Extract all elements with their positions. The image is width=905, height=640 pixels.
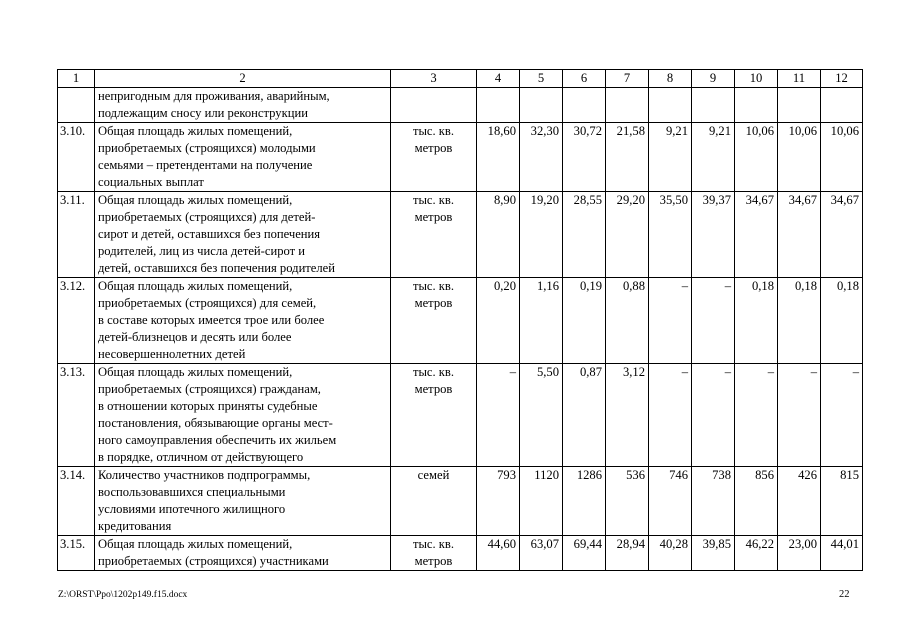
row-number-cell: 3.15.: [58, 536, 95, 571]
value-cell: –: [735, 364, 778, 467]
value-cell: [649, 88, 692, 123]
value-cell: 34,67: [778, 192, 821, 278]
header-cell: 4: [477, 70, 520, 88]
document-file-path: Z:\ORST\Ppo\1202p149.f15.docx: [58, 590, 188, 600]
row-number-cell: 3.14.: [58, 467, 95, 536]
value-cell: [692, 88, 735, 123]
value-cell: 9,21: [692, 123, 735, 192]
value-cell: 28,94: [606, 536, 649, 571]
value-cell: 44,01: [821, 536, 863, 571]
row-number-cell: 3.11.: [58, 192, 95, 278]
value-cell: 29,20: [606, 192, 649, 278]
value-cell: 1,16: [520, 278, 563, 364]
value-cell: 3,12: [606, 364, 649, 467]
value-cell: 10,06: [821, 123, 863, 192]
value-cell: 856: [735, 467, 778, 536]
value-cell: –: [692, 278, 735, 364]
table-row: [58, 192, 863, 278]
row-number-cell: 3.13.: [58, 364, 95, 467]
value-cell: 21,58: [606, 123, 649, 192]
value-cell: 1286: [563, 467, 606, 536]
table-row: [58, 278, 863, 364]
row-number-cell: 3.10.: [58, 123, 95, 192]
value-cell: –: [649, 364, 692, 467]
value-cell: 0,18: [821, 278, 863, 364]
value-cell: –: [692, 364, 735, 467]
header-cell: 5: [520, 70, 563, 88]
value-cell: 35,50: [649, 192, 692, 278]
value-cell: 10,06: [778, 123, 821, 192]
table-row: [58, 364, 863, 467]
table-row: [58, 88, 863, 123]
value-cell: 32,30: [520, 123, 563, 192]
value-cell: –: [649, 278, 692, 364]
value-cell: [821, 88, 863, 123]
value-cell: [735, 88, 778, 123]
value-cell: [563, 88, 606, 123]
value-cell: 69,44: [563, 536, 606, 571]
header-cell: 2: [95, 70, 391, 88]
value-cell: [520, 88, 563, 123]
header-cell: 7: [606, 70, 649, 88]
value-cell: 28,55: [563, 192, 606, 278]
unit-cell: тыс. кв. метров: [391, 278, 477, 364]
value-cell: 426: [778, 467, 821, 536]
value-cell: 39,37: [692, 192, 735, 278]
value-cell: 34,67: [735, 192, 778, 278]
unit-cell: тыс. кв. метров: [391, 192, 477, 278]
value-cell: 30,72: [563, 123, 606, 192]
value-cell: 0,87: [563, 364, 606, 467]
unit-cell: [391, 88, 477, 123]
unit-cell: тыс. кв. метров: [391, 536, 477, 571]
value-cell: 0,18: [735, 278, 778, 364]
value-cell: 5,50: [520, 364, 563, 467]
header-cell: 11: [778, 70, 821, 88]
value-cell: 23,00: [778, 536, 821, 571]
table-row: [58, 536, 863, 571]
indicator-description-cell: Количество участников подпрограммы, воспользовавшихся специальными условиями ипотечного жилищного кредитования: [95, 467, 391, 536]
value-cell: 19,20: [520, 192, 563, 278]
header-cell: 12: [821, 70, 863, 88]
unit-cell: тыс. кв. метров: [391, 123, 477, 192]
value-cell: 18,60: [477, 123, 520, 192]
value-cell: 793: [477, 467, 520, 536]
table-row: [58, 467, 863, 536]
indicator-description-cell: непригодным для проживания, аварийным, подлежащим сносу или реконструкции: [95, 88, 391, 123]
page-number: 22: [839, 589, 850, 600]
value-cell: 0,20: [477, 278, 520, 364]
value-cell: –: [778, 364, 821, 467]
unit-cell: семей: [391, 467, 477, 536]
indicator-description-cell: Общая площадь жилых помещений, приобретаемых (строящихся) гражданам, в отношении которых приняты судебные постановления, обязывающие органы мест- ного самоуправления обеспечить их жильем в порядке, отличном от действующего: [95, 364, 391, 467]
value-cell: 0,19: [563, 278, 606, 364]
value-cell: 46,22: [735, 536, 778, 571]
header-cell: 3: [391, 70, 477, 88]
indicator-table: [57, 69, 863, 571]
header-cell: 9: [692, 70, 735, 88]
value-cell: 0,88: [606, 278, 649, 364]
value-cell: –: [477, 364, 520, 467]
value-cell: [477, 88, 520, 123]
value-cell: 34,67: [821, 192, 863, 278]
value-cell: 738: [692, 467, 735, 536]
value-cell: 1120: [520, 467, 563, 536]
header-cell: 6: [563, 70, 606, 88]
value-cell: 10,06: [735, 123, 778, 192]
value-cell: [778, 88, 821, 123]
value-cell: 8,90: [477, 192, 520, 278]
unit-cell: тыс. кв. метров: [391, 364, 477, 467]
indicator-description-cell: Общая площадь жилых помещений, приобретаемых (строящихся) участниками: [95, 536, 391, 571]
row-number-cell: [58, 88, 95, 123]
value-cell: 746: [649, 467, 692, 536]
value-cell: 536: [606, 467, 649, 536]
header-cell: 1: [58, 70, 95, 88]
row-number-cell: 3.12.: [58, 278, 95, 364]
value-cell: [606, 88, 649, 123]
header-cell: 8: [649, 70, 692, 88]
table-row: [58, 123, 863, 192]
column-number-header-row: [58, 70, 863, 88]
indicator-description-cell: Общая площадь жилых помещений, приобретаемых (строящихся) молодыми семьями – претендентами на получение социальных выплат: [95, 123, 391, 192]
value-cell: 0,18: [778, 278, 821, 364]
value-cell: 63,07: [520, 536, 563, 571]
value-cell: 39,85: [692, 536, 735, 571]
value-cell: 9,21: [649, 123, 692, 192]
value-cell: –: [821, 364, 863, 467]
value-cell: 44,60: [477, 536, 520, 571]
header-cell: 10: [735, 70, 778, 88]
indicator-description-cell: Общая площадь жилых помещений, приобретаемых (строящихся) для детей- сирот и детей, оставшихся без попечения родителей, лиц из числа детей-сирот и детей, оставшихся без попечения родителей: [95, 192, 391, 278]
indicator-description-cell: Общая площадь жилых помещений, приобретаемых (строящихся) для семей, в составе которых имеется трое или более детей-близнецов и десять или более несовершеннолетних детей: [95, 278, 391, 364]
value-cell: 815: [821, 467, 863, 536]
value-cell: 40,28: [649, 536, 692, 571]
